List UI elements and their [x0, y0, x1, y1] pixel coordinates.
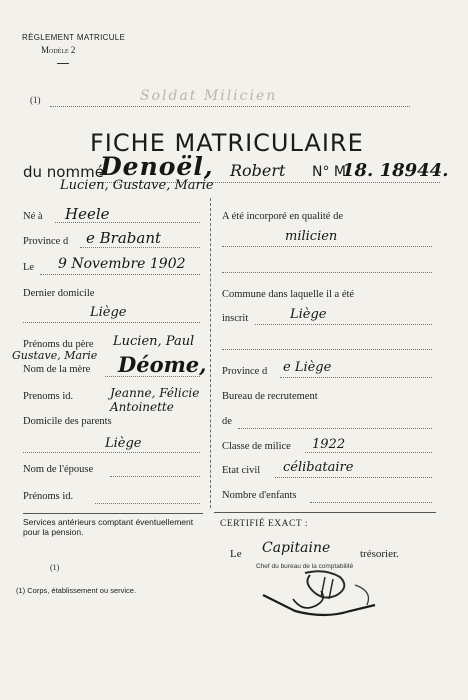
- classe-value: 1922: [312, 437, 346, 452]
- prenoms-id2-label: Prénoms id.: [23, 491, 74, 502]
- incorpore-dots: [222, 246, 432, 247]
- province-right-value: e Liège: [283, 360, 332, 375]
- column-divider: [210, 198, 211, 508]
- nom-epouse-dots: [110, 476, 200, 477]
- surname-value: Denoël,: [100, 152, 214, 181]
- dernier-dots: [23, 322, 200, 323]
- prenoms-pere-label: Prénoms du père: [23, 339, 94, 350]
- top-dotted-line: [50, 106, 410, 107]
- number-value: 18. 18944.: [342, 160, 449, 181]
- certif-rule: [214, 512, 436, 513]
- footnote-mark-left: (1): [50, 563, 60, 572]
- commune-label: Commune dans laquelle il a été: [222, 289, 355, 300]
- enfants-dots: [310, 502, 432, 503]
- footnote-text: (1) Corps, établissement ou service.: [16, 586, 137, 595]
- domicile-parents-dots: [23, 452, 200, 453]
- dernier-domicile-value: Liège: [90, 305, 127, 320]
- prenoms-id-value-1: Jeanne, Félicie: [110, 386, 200, 400]
- footnote-mark-top: (1): [30, 95, 41, 105]
- number-label: N° M: [312, 164, 347, 180]
- services-note: Services antérieurs comptant éventuellement pour la pension.: [23, 517, 194, 537]
- de-label: de: [222, 416, 232, 427]
- capitaine-value: Capitaine: [262, 540, 331, 556]
- services-rule: [23, 513, 203, 514]
- bureau-label: Bureau de recrutement: [222, 391, 318, 402]
- le-label: Le: [23, 262, 35, 273]
- stamp-text: Chef du bureau de la comptabilité: [256, 563, 354, 570]
- prenoms-pere-value-1: Lucien, Paul: [113, 334, 195, 349]
- ne-a-label: Né à: [23, 211, 43, 222]
- ne-a-dots: [55, 222, 200, 223]
- enfants-label: Nombre d'enfants: [222, 490, 297, 501]
- classe-label: Classe de milice: [222, 441, 291, 452]
- etat-label: Etat civil: [222, 465, 261, 476]
- nom-epouse-label: Nom de l'épouse: [23, 464, 94, 475]
- nom-mere-value: Déome,: [118, 352, 207, 377]
- modele-label: Modèle 2: [41, 45, 76, 55]
- prenoms-id-label: Prenoms id.: [23, 391, 74, 402]
- inscrit-dots: [255, 324, 432, 325]
- nom-mere-label: Nom de la mère: [23, 364, 91, 375]
- incorpore-label: A été incorporé en qualité de: [222, 211, 343, 222]
- certifie-exact: CERTIFIÉ EXACT :: [220, 519, 309, 529]
- le-dots: [40, 274, 200, 275]
- first-name-value: Robert: [230, 161, 286, 180]
- du-nomme-label: du nommé: [23, 163, 104, 181]
- prenoms-pere-value-2: Gustave, Marie: [12, 349, 98, 362]
- domicile-parents-label: Domicile des parents: [23, 416, 112, 427]
- province-left-value: e Brabant: [86, 229, 162, 247]
- fiche-title: FICHE MATRICULAIRE: [90, 129, 364, 157]
- prenoms-id2-dots: [95, 503, 200, 504]
- ne-a-value: Heele: [65, 205, 110, 223]
- province-right-dots: [280, 377, 432, 378]
- tresorier-label: trésorier.: [360, 548, 399, 560]
- reglement-matricule: RÈGLEMENT MATRICULE: [22, 33, 126, 42]
- signature-stamp: [255, 565, 395, 625]
- inscrit-value: Liège: [290, 307, 327, 322]
- header-dash: [57, 63, 69, 64]
- dernier-domicile-label: Dernier domicile: [23, 288, 95, 299]
- incorpore-dots-2: [222, 272, 432, 273]
- top-scrawl: Soldat Milicien: [140, 88, 278, 104]
- etat-dots: [275, 477, 432, 478]
- other-names-value: Lucien, Gustave, Marie: [60, 178, 214, 193]
- prenoms-id-value-2: Antoinette: [110, 400, 174, 414]
- commune-dots-2: [222, 349, 432, 350]
- etat-value: célibataire: [283, 460, 354, 475]
- inscrit-label: inscrit: [222, 313, 249, 324]
- province-left-dots: [80, 247, 200, 248]
- le-value: 9 Novembre 1902: [58, 256, 186, 272]
- nom-mere-dots: [105, 376, 200, 377]
- certif-le-label: Le: [230, 548, 242, 560]
- classe-dots: [305, 452, 432, 453]
- province-left-label: Province d: [23, 236, 69, 247]
- domicile-parents-value: Liège: [105, 436, 142, 451]
- incorpore-value: milicien: [285, 229, 338, 244]
- de-dots: [238, 428, 432, 429]
- province-right-label: Province d: [222, 366, 268, 377]
